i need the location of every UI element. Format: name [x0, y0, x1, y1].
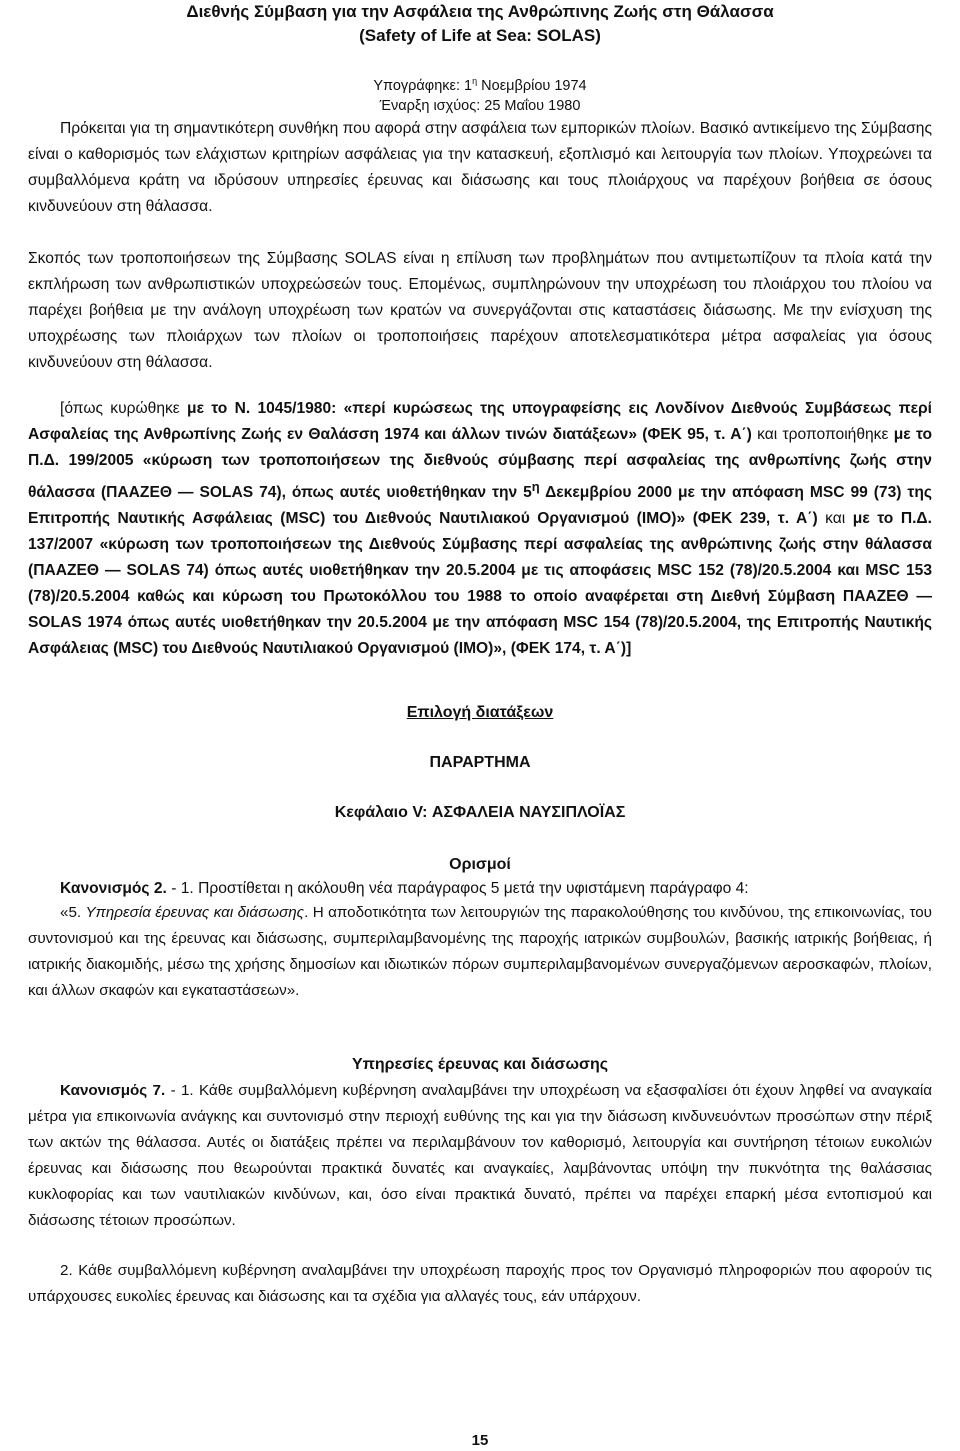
regulation-7-paragraph-1: Κανονισμός 7. - 1. Κάθε συμβαλλόμενη κυβέρνηση αναλαμβάνει την υποχρέωση να εξασφαλίσει ότι έχουν ληφθεί να αναγκαία μέτρα για επικοινωνία ανάγκης και συντονισμό στην περιοχή ευθύνης της και για την διάσωση κινδυνευόντων προσώπων στην πέριξ των ακτών της θάλασσα. Αυτές οι διατάξεις πρέπει να περιλαμβάνουν τον καθορισμό, λειτουργία και συντήρηση τέτοιων ευκολιών έρευνας και διάσωσης που θεωρούνται πρακτικά δυνατές και αναγκαίες, λαμβάνοντας υπόψη την πυκνότητα της θαλάσσιας κυκλοφορίας και των ναυτιλιακών κινδύνων, και, όσο είναι πρακτικά δυνατό, πρέπει να παρέχει επαρκή μέσα εντοπισμού και διάσωσης τέτοιων προσώπων.: [28, 1082, 932, 1229]
effective-date: Έναρξη ισχύος: 25 Μαΐου 1980: [379, 98, 581, 114]
document-title: Διεθνής Σύμβαση για την Ασφάλεια της Ανθρώπινης Ζωής στη Θάλασσα: [186, 2, 774, 21]
chapter-heading: Κεφάλαιο V: ΑΣΦΑΛΕΙΑ ΝΑΥΣΙΠΛΟΪΑΣ: [334, 804, 626, 821]
signed-date: Υπογράφηκε: $1^\eta$ Νοεμβρίου 1974: [373, 76, 587, 94]
intro-paragraph-2: Σκοπός των τροποποιήσεων της Σύμβασης SOLAS είναι η επίλυση των προβλημάτων που αντιμετωπίζουν τα πλοία κατά την εκπλήρωση των ανθρωπιστικών υποχρεώσεών τους. Επομένως, συμπληρώνουν την υποχρέωση του πλοιάρχου του πλοίου να παρέχει βοήθεια με την ανάλογη υποχρέωση των κρατών να συνεργάζονται στις καταστάσεις διάσωσης. Με την ενίσχυση της υποχρέωσης των πλοιάρχων των πλοίων οι τροποποιήσεις παρέχουν αποτελεσματικότερα μέτρα ασφαλείας για όσους κινδυνεύουν στη θάλασσα.: [28, 250, 932, 371]
annex-heading: ΠΑΡΑΡΤΗΜΑ: [429, 754, 531, 771]
page-number: 15: [471, 1432, 489, 1449]
document-subtitle: (Safety of Life at Sea: SOLAS): [359, 26, 601, 45]
regulation-7-paragraph-2: 2. Κάθε συμβαλλόμενη κυβέρνηση αναλαμβάνει την υποχρέωση παροχής προς τον Οργανισμό πληροφοριών που αφορούν τις υπάρχουσες ευκολίες έρευνας και διάσωσης και τα σχέδια για αλλαγές τους, εάν υπάρχουν.: [28, 1262, 932, 1305]
regulation-2-intro: Κανονισμός 2. - 1. Προστίθεται η ακόλουθη νέα παράγραφος 5 μετά την υφιστάμενη παράγραφο 4:: [60, 880, 749, 897]
sar-heading: Υπηρεσίες έρευνας και διάσωσης: [351, 1056, 609, 1073]
intro-paragraph-1: Πρόκειται για τη σημαντικότερη συνθήκη που αφορά στην ασφάλεια των εμπορικών πλοίων. Βασικό αντικείμενο της Σύμβασης είναι ο καθορισμός των ελάχιστων κριτηρίων ασφάλειας για την κατασκευή, εξοπλισμό και λειτουργία των πλοίων. Υποχρεώνει τα συμβαλλόμενα κράτη να ιδρύσουν υπηρεσίες έρευνας και διάσωσης και τους πλοιάρχους να παρέχουν βοήθεια σε όσους κινδυνεύουν στη θάλασσα.: [28, 120, 932, 215]
ratification-paragraph: [όπως κυρώθηκε με το Ν. 1045/1980: «περί κυρώσεως της υπογραφείσης εις Λονδίνον Διεθνούς Συμβάσεως περί Ασφαλείας της Ανθρωπίνης Ζωής εν Θαλάσση 1974 και άλλων τινών διατάξεων» (ΦΕΚ 95, τ. Α΄) και τροποποιήθηκε με το Π.Δ. 199/2005 «κύρωση των τροποποιήσεων της διεθνούς σύμβασης περί ασφαλείας της ανθρωπίνης ζωής στην θάλασσα (ΠΑΑΖΕΘ — SOLAS 74), όπως αυτές υιοθετήθηκαν την $5^\eta$ Δεκεμβρίου 2000 με την απόφαση MSC 99 (73) της Επιτροπής Ναυτικής Ασφάλειας (MSC) του Διεθνούς Ναυτιλιακού Οργανισμού (IMO)» (ΦΕΚ 239, τ. Α΄) και με το Π.Δ. 137/2007 «κύρωση των τροποποιήσεων της Διεθνούς Σύμβασης περί ασφαλείας της ανθρώπινης ζωής στην θάλασσα (ΠΑΑΖΕΘ — SOLAS 74) όπως αυτές υιοθετήθηκαν την 20.5.2004 με τις αποφάσεις MSC 152 (78)/20.5.2004 και MSC 153 (78)/20.5.2004 καθώς και κύρωση του Πρωτοκόλλου του 1988 το οποίο αναφέρεται στη Διεθνή Σύμβαση ΠΑΑΖΕΘ — SOLAS 1974 όπως αυτές υιοθετήθηκαν την 20.5.2004 με την απόφαση MSC 154 (78)/20.5.2004, της Επιτροπής Ναυτικής Ασφάλειας (MSC) του Διεθνούς Ναυτιλιακού Οργανισμού (IMO)», (ΦΕΚ 174, τ. Α΄)]: [28, 400, 932, 658]
regulation-2-paragraph-5: «5. Υπηρεσία έρευνας και διάσωσης. Η αποδοτικότητα των λειτουργιών της παρακολούθησης του κινδύνου, της επικοινωνίας, του συντονισμού και της έρευνας και διάσωσης, συμπεριλαμβανομένης της παροχής ιατρικών συμβουλών, βασικής ιατρικής βοήθειας, ή ιατρικής διακομιδής, μέσω της χρήσης δημοσίων και ιδιωτικών πόρων συμπεριλαμβανομένων συνεργαζόμενων αεροσκαφών, πλοίων, και άλλων σκαφών και εγκαταστάσεων».: [28, 904, 932, 999]
definitions-heading: Ορισμοί: [449, 856, 511, 873]
selection-heading: Επιλογή διατάξεων: [406, 704, 554, 721]
